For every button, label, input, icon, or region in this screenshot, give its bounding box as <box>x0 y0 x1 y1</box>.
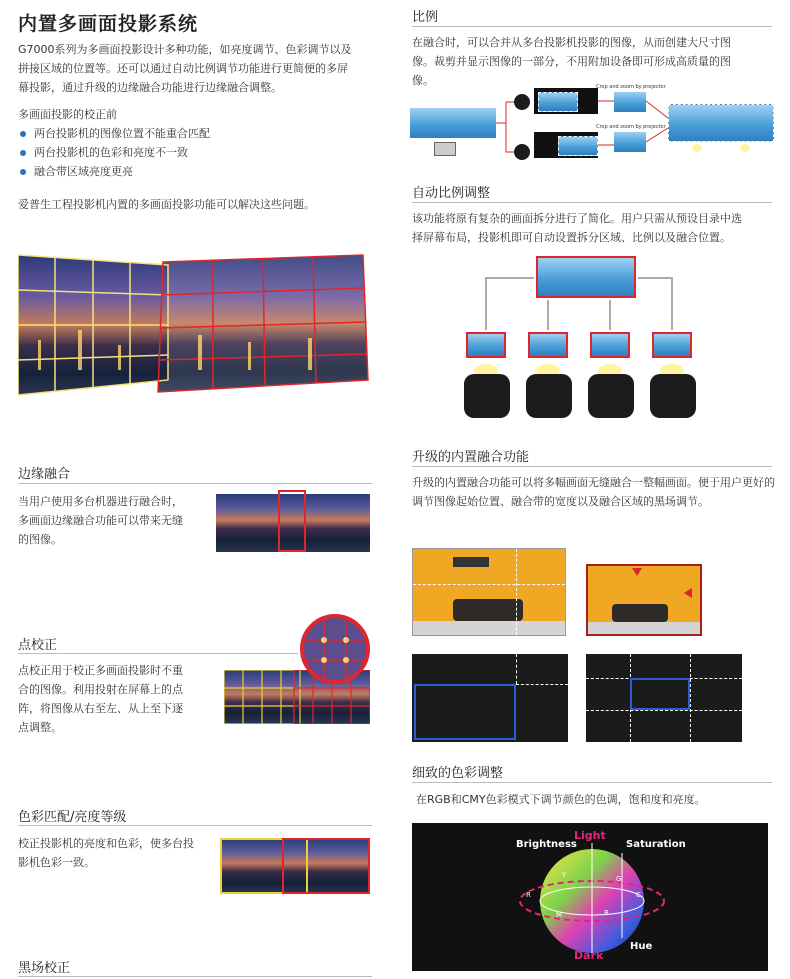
c-label: C <box>636 891 641 899</box>
text-line: 择屏幕布局，投影机即可自动设置拆分区域、比例以及融合位置。 <box>412 231 731 244</box>
blend-upgrade-text <box>412 473 782 511</box>
edge-blend-text <box>18 492 208 549</box>
color-matching-text <box>18 834 218 872</box>
projector-icon <box>464 374 510 418</box>
room-image-left <box>412 548 566 636</box>
section-divider <box>18 483 372 484</box>
color-matching-image <box>220 838 370 894</box>
solution-text: 爱普生工程投影机内置的多画面投影功能可以解决这些问题。 <box>18 198 315 211</box>
crop-label: Crop and zoom by projector <box>596 84 666 90</box>
grid-v <box>516 549 517 635</box>
problem-item: 两台投影机的色彩和亮度不一致 <box>18 143 210 162</box>
edge-blend-title: 边缘融合 <box>18 467 71 482</box>
right-projection-frame <box>282 838 370 894</box>
dark-label: Dark <box>574 949 604 962</box>
section-divider <box>412 26 772 27</box>
section-divider <box>412 466 772 467</box>
floor <box>413 621 565 635</box>
crop-label: Crop and zoom by projector <box>596 124 666 130</box>
text-line: 校正投影机的亮度和色彩，使多台投 <box>18 837 194 850</box>
grid-h <box>413 584 565 585</box>
text-line: 调节图像起始位置、融合带的宽度以及融合区域的黑场调节。 <box>412 495 709 508</box>
intro-line: G7000系列为多画面投影设计多种功能，如亮度调节、色彩调节以及 <box>18 43 352 56</box>
projector-icon <box>526 374 572 418</box>
text-line: 点调整。 <box>18 721 62 734</box>
grid-v <box>516 654 517 684</box>
edge-blend-image <box>216 494 370 552</box>
brightness-label: Brightness <box>516 839 577 850</box>
g-label: G <box>616 875 622 883</box>
magnifier-circle <box>300 614 370 684</box>
grid-h <box>516 684 568 685</box>
text-line: 在融合时，可以合并从多台投影机投影的图像，从而创建大尺寸图 <box>412 36 731 49</box>
auto-scale-text <box>412 209 776 247</box>
grid-v <box>690 654 691 742</box>
black-level-title: 黑场校正 <box>18 961 71 976</box>
fine-color-text: 在RGB和CMY色彩模式下调节颜色的色调，饱和度和亮度。 <box>416 793 706 806</box>
text-line: 影机色彩一致。 <box>18 856 95 869</box>
section-divider <box>18 976 372 977</box>
grid-h <box>586 710 742 711</box>
fine-color-title: 细致的色彩调整 <box>412 766 504 781</box>
room-image-right <box>586 564 702 636</box>
text-line: 的图像。 <box>18 533 62 546</box>
problem-item: 两台投影机的图像位置不能重合匹配 <box>18 124 210 143</box>
text-line: 点校正用于校正多画面投影时不重 <box>18 664 183 677</box>
sofa <box>612 604 668 622</box>
text-line: 像。 <box>412 74 434 87</box>
black-panel-right <box>586 654 742 742</box>
hue-label: Hue <box>630 941 653 952</box>
blend-upgrade-title: 升级的内置融合功能 <box>412 450 530 465</box>
arrow-left-icon <box>684 588 692 598</box>
text-line: 合的图像。利用投射在屏幕上的点 <box>18 683 183 696</box>
text-line: 当用户使用多台机器进行融合时， <box>18 495 183 508</box>
black-panel-left <box>412 654 568 742</box>
point-correction-text <box>18 661 218 737</box>
blend-area <box>414 684 516 740</box>
y-label: Y <box>562 871 567 879</box>
section-divider <box>412 782 772 783</box>
scale-title: 比例 <box>412 10 439 25</box>
section-divider <box>18 825 372 826</box>
problem-list <box>18 124 210 181</box>
arrows <box>410 88 774 168</box>
auto-scale-title: 自动比例调整 <box>412 186 491 201</box>
r-label: R <box>526 891 531 899</box>
page-title: 内置多画面投影系统 <box>18 13 199 35</box>
text-line: 升级的内置融合功能可以将多幅画面无缝融合一整幅画面。便于用户更好的 <box>412 476 775 489</box>
text-line: 该功能将原有复杂的画面拆分进行了简化。用户只需从预设目录中选 <box>412 212 742 225</box>
text-line: 阵，将图像从右至左、从上至下逐 <box>18 702 183 715</box>
blend-area <box>630 678 690 710</box>
m-label: M <box>556 911 563 919</box>
color-sphere-panel <box>412 823 768 971</box>
section-divider <box>18 653 298 654</box>
text-line: 像。裁剪并显示图像的一部分，不用附加设备即可形成高质量的图 <box>412 55 731 68</box>
text-line: 多画面边缘融合功能可以带来无缝 <box>18 514 183 527</box>
air-conditioner <box>453 557 489 567</box>
color-matching-title: 色彩匹配/亮度等级 <box>18 810 127 825</box>
before-correction-title: 多画面投影的校正前 <box>18 108 117 121</box>
multi-projection-illustration <box>18 250 378 400</box>
sofa <box>453 599 523 621</box>
intro-line: 拼接区域的位置等。还可以通过自动比例调节功能进行更简便的多屏 <box>18 62 348 75</box>
intro-paragraph <box>18 40 388 97</box>
auto-scale-diagram <box>460 256 720 426</box>
point-correction-title: 点校正 <box>18 638 58 653</box>
saturation-label: Saturation <box>626 839 686 850</box>
projector-icon <box>650 374 696 418</box>
b-label: B <box>604 909 609 917</box>
projector-icon <box>588 374 634 418</box>
crop-zoom-diagram <box>410 84 774 168</box>
blend-zone-frame <box>278 490 306 552</box>
arrow-down-icon <box>632 568 642 576</box>
section-divider <box>412 202 772 203</box>
scale-text <box>412 33 776 90</box>
intro-line: 幕投影，通过升级的边缘融合功能进行边缘融合调整。 <box>18 81 282 94</box>
light-label: Light <box>574 829 606 842</box>
problem-item: 融合带区域亮度更亮 <box>18 162 210 181</box>
floor <box>588 622 700 634</box>
